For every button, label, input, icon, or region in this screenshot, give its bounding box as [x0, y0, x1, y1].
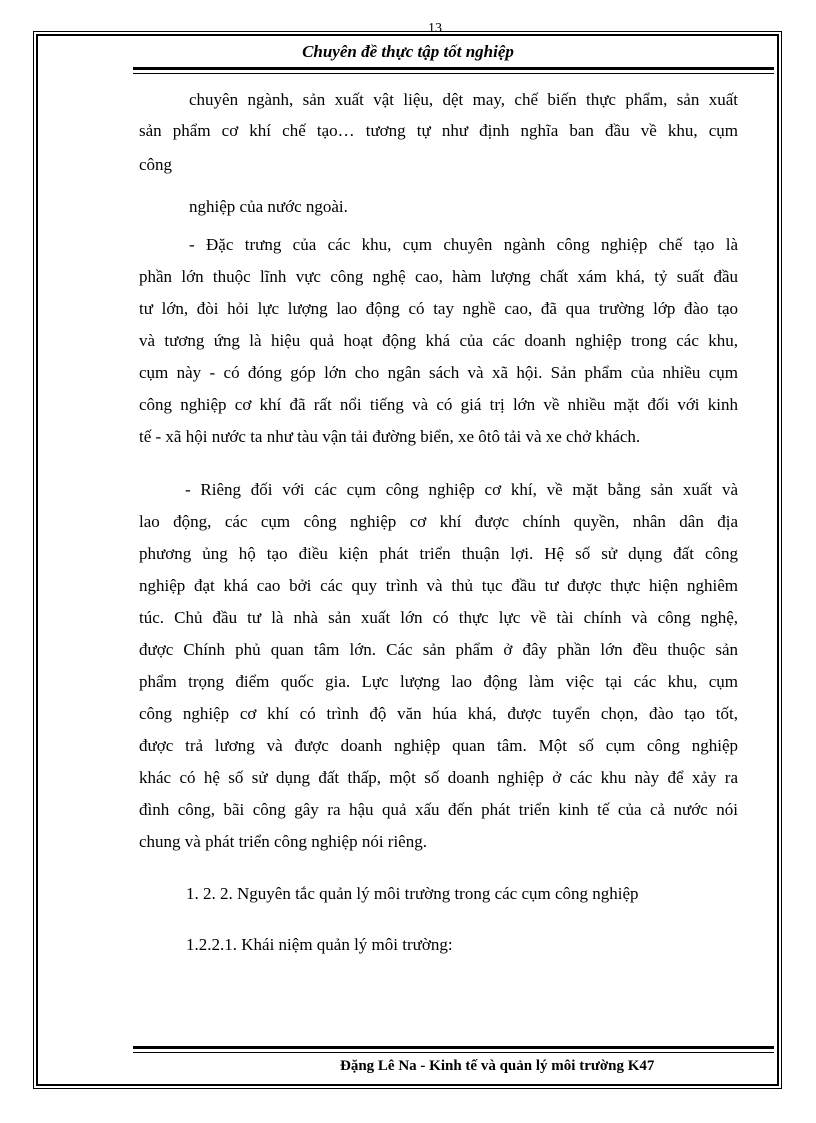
text-line: - Riêng đối với các cụm công nghiệp cơ khí, về mặt bằng sản xuất và	[185, 480, 738, 499]
text-line: phương ủng hộ tạo điều kiện phát triển thuận lợi. Hệ số sử dụng đất công	[139, 544, 738, 563]
text-line: túc. Chủ đầu tư là nhà sản xuất lớn có thực lực về tài chính và công nghệ,	[139, 608, 738, 627]
header-title: Chuyên đề thực tập tốt nghiệp	[302, 42, 514, 61]
text-line: cụm này - có đóng góp lớn cho ngân sách và xã hội. Sản phẩm của nhiều cụm	[139, 363, 738, 382]
footer-rule	[133, 1046, 774, 1053]
section-heading: 1. 2. 2. Nguyên tắc quản lý môi trường trong các cụm công nghiệp	[186, 884, 639, 903]
text-line: khác có hệ số sử dụng đất thấp, một số doanh nghiệp ở các khu này để xảy ra	[139, 768, 738, 787]
text-line: nghiệp của nước ngoài.	[189, 197, 348, 216]
text-line: công nghiệp cơ khí có trình độ văn húa khá, được tuyển chọn, đào tạo tốt,	[139, 704, 738, 723]
text-line: - Đặc trưng của các khu, cụm chuyên ngành công nghiệp chế tạo là	[189, 235, 738, 254]
text-line: nghiệp đạt khá cao bởi các quy trình và thủ tục đầu tư được thực hiện nghiêm	[139, 576, 738, 595]
text-line: được Chính phủ quan tâm lớn. Các sản phẩm ở đây phần lớn đều thuộc sản	[139, 640, 738, 659]
text-line: chung và phát triển công nghiệp nói riêng.	[139, 832, 427, 851]
text-line: chuyên ngành, sản xuất vật liệu, dệt may, chế biến thực phẩm, sản xuất	[189, 90, 738, 109]
text-line: công	[139, 155, 173, 174]
text-line: tư lớn, đòi hỏi lực lượng lao động có tay nghề cao, đã qua trường lớp đào tạo	[139, 299, 738, 318]
text-line: và tương ứng là hiệu quả hoạt động khá của các doanh nghiệp trong các khu,	[139, 331, 738, 350]
text-line: được trả lương và được doanh nghiệp quan tâm. Một số cụm công nghiệp	[139, 736, 738, 755]
text-line: phần lớn thuộc lĩnh vực công nghệ cao, hàm lượng chất xám khá, tỷ suất đầu	[139, 267, 738, 286]
text-line: sản phẩm cơ khí chế tạo… tương tự như định nghĩa ban đầu về khu, cụm	[139, 121, 738, 140]
text-line: đình công, bãi công gây ra hậu quả xấu đến phát triển kinh tế của cả nước nói	[139, 800, 738, 819]
text-line: tế - xã hội nước ta như tàu vận tải đường biển, xe ôtô tải và xe chở khách.	[139, 427, 641, 446]
text-line: phẩm trọng điểm quốc gia. Lực lượng lao động làm việc tại các khu, cụm	[139, 672, 738, 691]
text-line: lao động, các cụm công nghiệp cơ khí được chính quyền, nhân dân địa	[139, 512, 738, 531]
subsection-heading: 1.2.2.1. Khái niệm quản lý môi trường:	[186, 935, 453, 954]
text-line: công nghiệp cơ khí đã rất nổi tiếng và có giá trị lớn về nhiều mặt đối với kinh	[139, 395, 738, 414]
page-number: 13	[428, 21, 442, 36]
footer-text: Đặng Lê Na - Kinh tế và quản lý môi trường K47	[340, 1058, 655, 1074]
